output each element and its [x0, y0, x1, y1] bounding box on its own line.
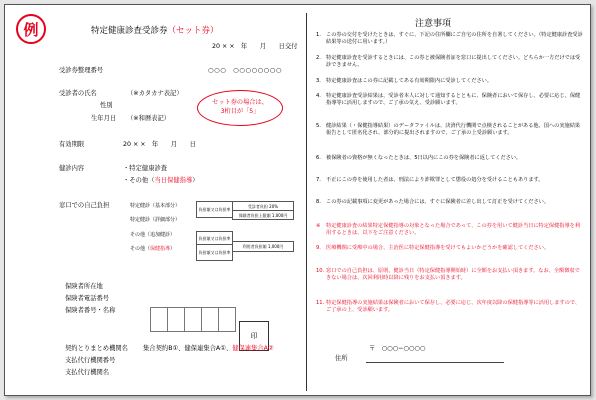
contract-value-black: 集合契約B①、健保連集合A①、 [143, 345, 233, 352]
ticket-sheet [4, 4, 591, 396]
note-item: 6. 被保険者の資格が無くなったときは、5日以内にこの券を保険者に返してください。 [316, 155, 522, 161]
contents-item-2-prefix: ・その他（ [123, 177, 155, 184]
birth-note: （※和暦表記） [127, 115, 171, 122]
address-label: 住所 [335, 355, 348, 362]
birth-label: 生年月日 [91, 115, 117, 122]
issue-date: 20 × × 年 月 日交付 [212, 43, 298, 50]
burden-row-2: 特定健診（詳細部分） [130, 217, 181, 223]
title-suffix: （セット券） [167, 26, 219, 36]
postal-code: 〒 ○○○−○○○○ [369, 345, 426, 352]
title-main: 特定健康診査受診券 [91, 26, 168, 36]
payer-name-label: 支払代行機関名 [65, 369, 110, 376]
note-item: 8. この券の記載事項に変更があった場合には、すぐに保険者に差し出して訂正を受けてください。 [316, 199, 550, 205]
callout-balloon [197, 90, 283, 126]
address-line [366, 362, 504, 363]
name-note: （※カタカナ表記） [127, 90, 183, 97]
callout-line-1: セット券の場合は、 [212, 99, 268, 106]
note-item: 5. 健診結果（・保健指導結果）のデータファイルは、決済代行機関で点検されることがある他、国への実施結果報告として匿名化され、部分的に提出されますので、ご了承の上受診願います。 [316, 123, 581, 137]
contract-value-red: 健保連集合A② [232, 345, 274, 352]
burden-cell-limit: 保険者負担上限額 1,000円 [232, 210, 294, 220]
burden-cell-basic: 負担額又は負担率 [196, 201, 233, 218]
burden-row-1: 特定健診（基本部分） [130, 203, 181, 209]
sample-stamp: 例 [16, 14, 46, 44]
note-item: 7. 不正にこの券を使用した者は、刑法により詐欺罪として懲役の処分を受けることもあります。 [316, 177, 544, 183]
contents-item-2-suffix: ） [192, 177, 199, 184]
validity-value: 20 × × 年 月 日 [123, 141, 196, 148]
burden-row-3: その他（追加健診） [130, 232, 176, 238]
note-item: ※ 特定健康診査の結果特定保健指導の対象となった場合であって、この券を用いて健診当日に特定保健指導を利用するときは、以下をご注意ください。 [316, 223, 581, 237]
insurer-phone-label: 保険者電話番号 [65, 295, 110, 302]
notes-title: 注意事項 [415, 19, 452, 29]
insurer-code-box-1 [150, 307, 168, 332]
insurer-seal: 印 [239, 321, 269, 351]
center-divider [306, 13, 307, 391]
burden-cell-guidance: 負担額又は負担率 [196, 244, 233, 261]
burden-cell-additional: 負担額又は負担率 [196, 231, 233, 245]
ticket-number-value: ○○○ ○○○○○○○○ [208, 67, 282, 74]
validity-label: 有効期限 [59, 141, 85, 148]
contents-label: 健診内容 [59, 165, 85, 172]
insurer-address-label: 保険者所在地 [65, 283, 103, 290]
note-item: 3. 特定健康診査はこの券に記載してある有効期限内に受診してください。 [316, 78, 493, 84]
note-item: 2. 特定健康診査を受診するときには、この券と被保険者証を窓口に提出してください。どちらか一方だけでは受診できません。 [316, 55, 581, 69]
ticket-number-label: 受診券整理番号 [59, 67, 104, 74]
sex-label: 性別 [100, 102, 113, 109]
burden-row-4: その他（保健指導） [130, 246, 176, 252]
payer-number-label: 支払代行機関番号 [65, 357, 116, 364]
name-label: 受診者の氏名 [59, 90, 97, 97]
burden-cell-guidance-amount: 利用者負担額 1,000円 [232, 241, 294, 252]
note-item: 9. 医療機関に受療中の場合、主治医に特定保健指導を受けてもよいかどうかを確認してください。 [316, 245, 550, 251]
note-item: 1. この券の交付を受けたときは、すぐに、下記の住所欄にご自宅の住所を自署してください。（特定健康診査受診結果等の送付に用います。） [316, 32, 583, 46]
burden-cell-rate: 受診者負担 20% [232, 201, 294, 211]
note-item: 11. 特定保健指導の実施結果は保険者において保存し、必要に応じ、次年度以降の保健指導等に活用しますので、ご了承の上、受診願います。 [316, 300, 581, 314]
contract-label: 契約とりまとめ機関名 [65, 345, 128, 352]
callout-line-2: 3桁目が「5」 [220, 108, 260, 115]
contents-item-2 [123, 177, 199, 185]
insurer-code-box-5 [218, 307, 236, 332]
insurer-code-box-4 [201, 307, 219, 332]
note-item: 10. 窓口での自己負担は、原則、健診当日（特定保健指導開始時）に全額をお支払い頂きます。なお、全額徴収できない場合は、次回利用時以降に残りをお支払い頂きます。 [316, 268, 580, 282]
note-item: 4. 特定健康診査受診結果は、受診者本人に対して通知するとともに、保険者において保存し、必要に応じ、保健指導等に活用しますので、ご了承の気え、受診願います。 [316, 93, 581, 107]
contents-item-2-red: 当日保健指導 [154, 177, 193, 184]
insurer-code-label: 保険者番号・名称 [65, 307, 116, 314]
burden-label: 窓口での自己負担 [59, 202, 110, 209]
insurer-code-box-3 [184, 307, 202, 332]
contents-item-1: ・特定健康診査 [123, 165, 168, 172]
insurer-code-box-2 [167, 307, 185, 332]
page-title [91, 24, 219, 36]
contract-value [143, 345, 274, 353]
